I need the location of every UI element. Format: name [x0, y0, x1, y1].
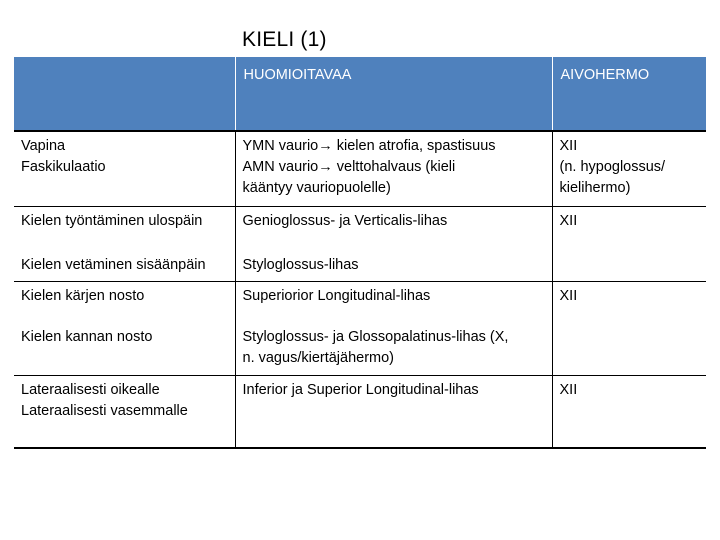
cell-symptom [14, 323, 235, 375]
cell-text: (n. hypoglossus/ [559, 159, 666, 175]
cell-text: YMN vaurio→ kielen atrofia, spastisuus [242, 138, 496, 154]
content-table [14, 57, 706, 449]
cell-notes [235, 131, 552, 206]
cell-nerve [552, 206, 706, 251]
cell-symptom [14, 281, 235, 323]
cell-notes [235, 375, 552, 448]
cell-nerve [552, 375, 706, 448]
cell-text: XII [559, 287, 578, 304]
table-row [14, 281, 706, 323]
cell-text: Kielen työntäminen ulospäin [21, 212, 203, 229]
cell-text: n. vagus/kiertäjähermo) [242, 350, 395, 366]
header-cell-aivohermo: AIVOHERMO [552, 57, 706, 131]
cell-text: Superiorior Longitudinal-lihas [242, 287, 431, 304]
cell-symptom [14, 131, 235, 206]
cell-text: XII [559, 381, 578, 398]
cell-notes [235, 323, 552, 375]
table-header-row [14, 57, 706, 131]
cell-text: Kielen kannan nosto [21, 329, 153, 345]
cell-notes [235, 281, 552, 323]
cell-text: Vapina [21, 138, 66, 154]
cell-nerve [552, 323, 706, 375]
header-cell-huomioitavaa: HUOMIOITAVAA [235, 57, 552, 131]
table-row [14, 206, 706, 251]
table-row [14, 323, 706, 375]
cell-symptom [14, 375, 235, 448]
cell-text: AMN vaurio→ velttohalvaus (kieli [242, 159, 456, 175]
cell-text: Styloglossus- ja Glossopalatinus-lihas (X, [242, 329, 509, 345]
cell-notes [235, 251, 552, 281]
cell-text: Inferior ja Superior Longitudinal-lihas [242, 381, 479, 398]
table-row [14, 251, 706, 281]
cell-nerve [552, 131, 706, 206]
cell-nerve [552, 281, 706, 323]
cell-symptom [14, 206, 235, 251]
cell-text: Kielen vetäminen sisäänpäin [21, 257, 206, 273]
cell-text: Lateraalisesti vasemmalle [21, 402, 188, 419]
header-cell-empty [14, 57, 235, 131]
cell-text: Styloglossus-lihas [242, 257, 359, 273]
cell-notes [235, 206, 552, 251]
cell-nerve [552, 251, 706, 281]
table-row [14, 375, 706, 448]
cell-text: Genioglossus- ja Verticalis-lihas [242, 212, 448, 229]
slide-title: KIELI (1) [242, 28, 327, 51]
cell-text: Faskikulaatio [21, 159, 106, 175]
cell-text: Lateraalisesti oikealle [21, 381, 160, 398]
cell-text: Kielen kärjen nosto [21, 287, 145, 304]
cell-text: XII [559, 212, 578, 229]
table-row [14, 131, 706, 206]
cell-text: kääntyy vauriopuolelle) [242, 180, 391, 196]
cell-text: kielihermo) [559, 180, 631, 196]
cell-text: XII [559, 138, 578, 154]
cell-symptom [14, 251, 235, 281]
